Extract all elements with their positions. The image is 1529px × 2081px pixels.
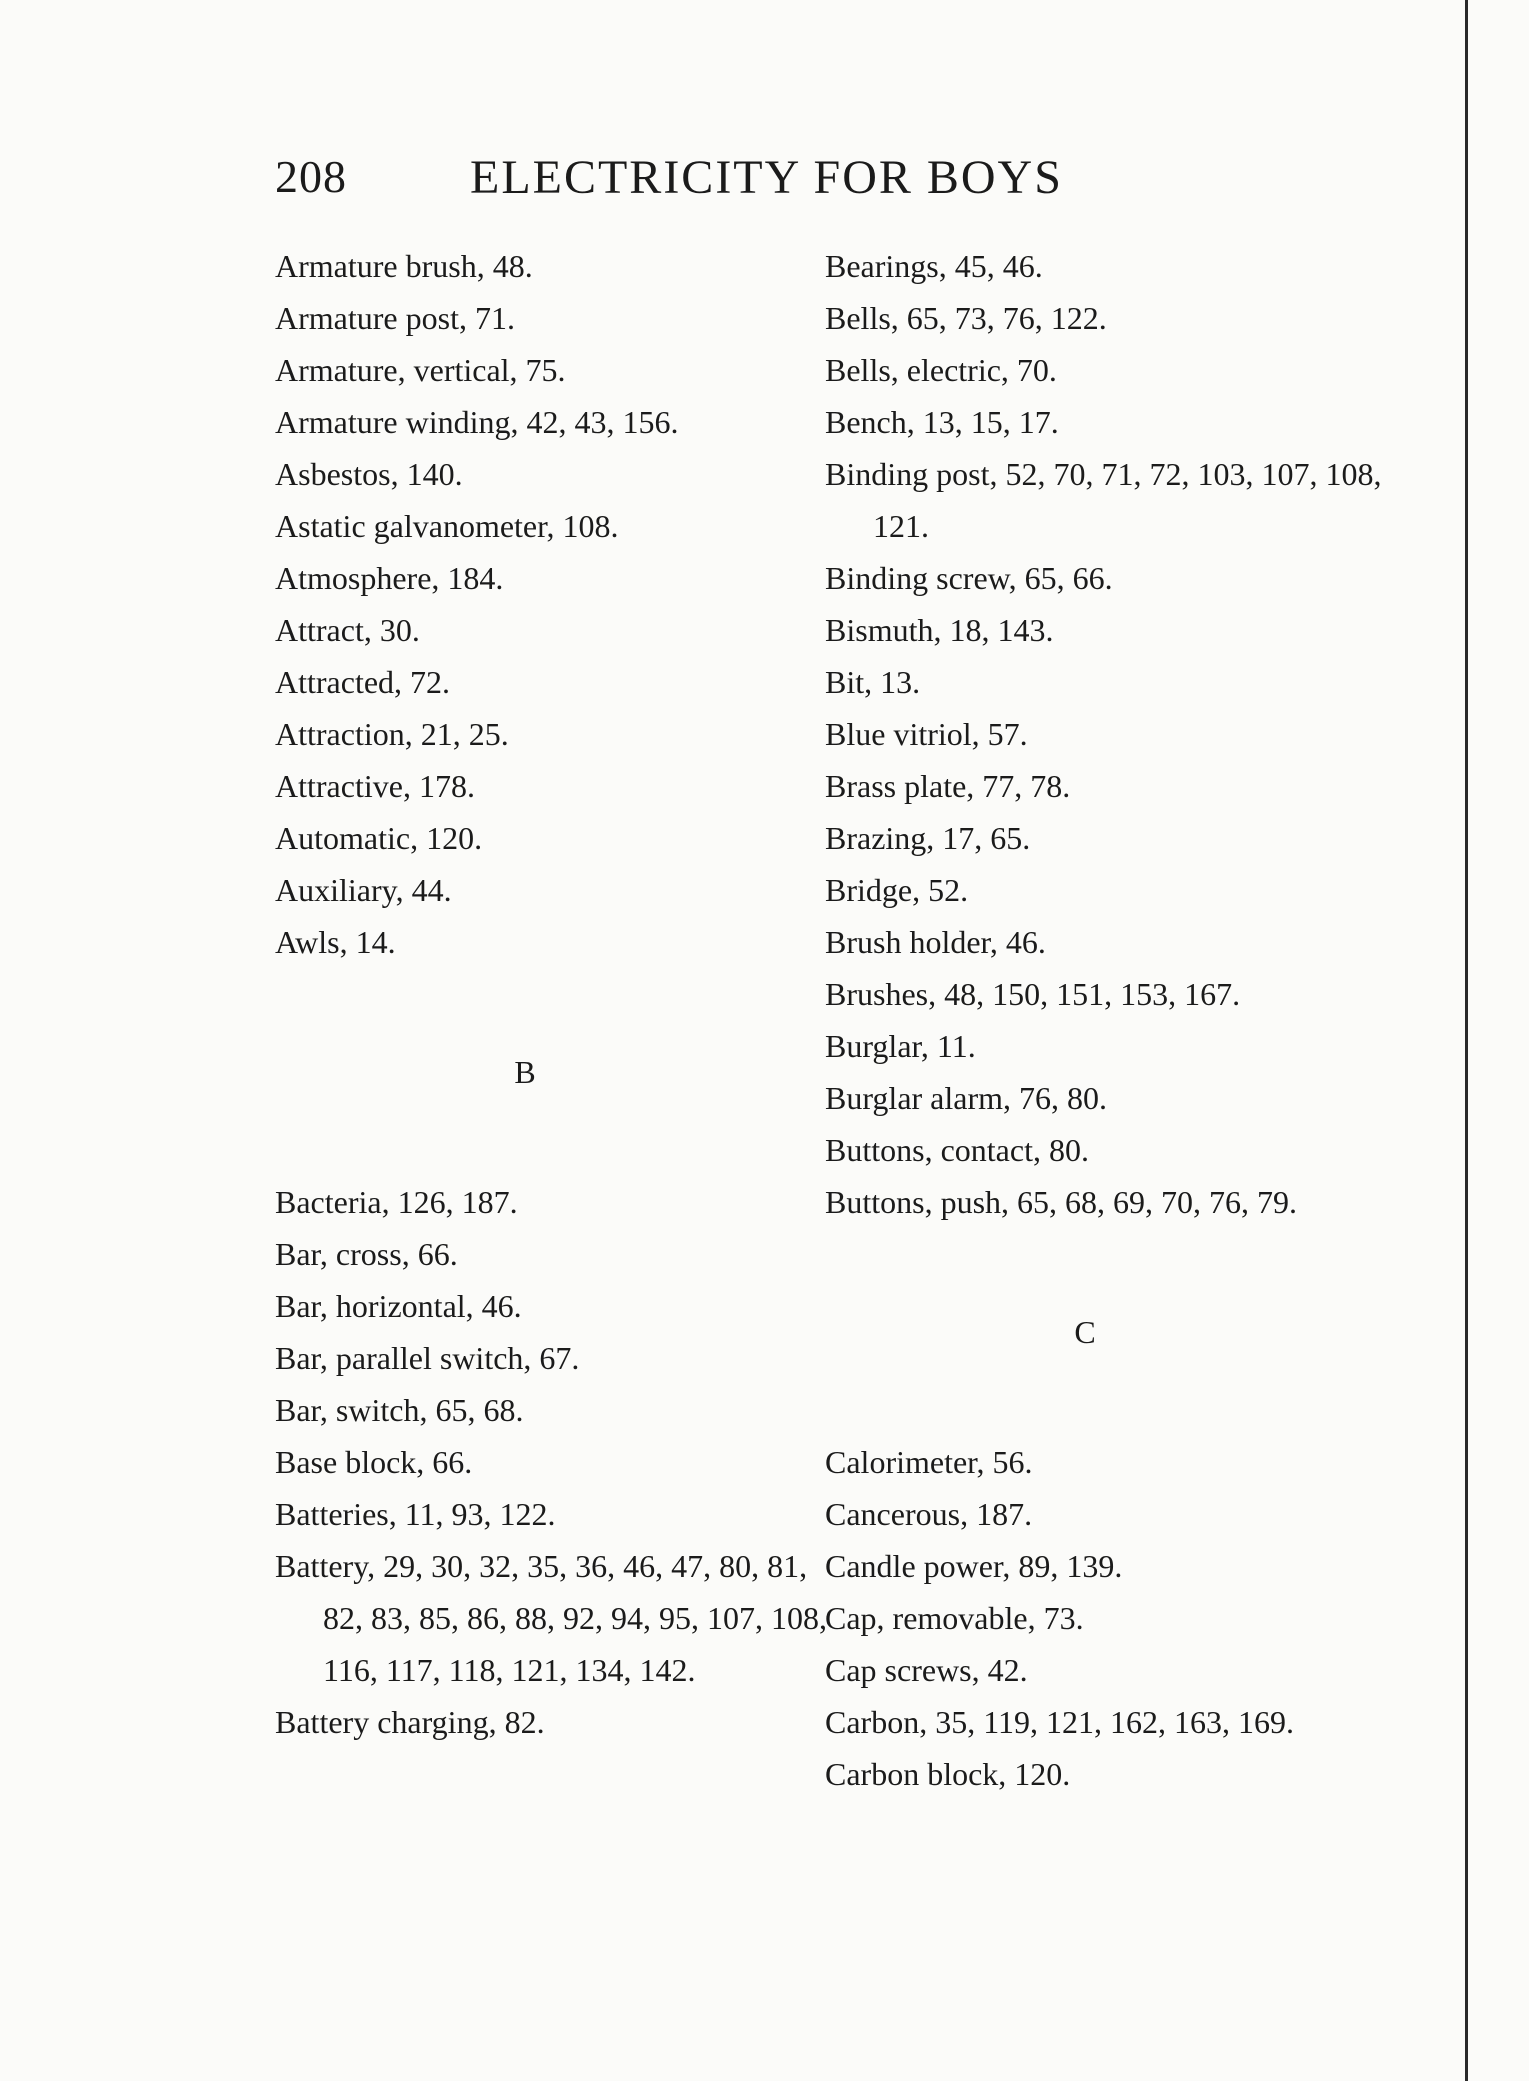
index-entry: Armature brush, 48. xyxy=(275,248,533,284)
index-entry: Brushes, 48, 150, 151, 153, 167. xyxy=(825,976,1241,1012)
index-entry: Cancerous, 187. xyxy=(825,1496,1033,1532)
index-entry: Asbestos, 140. xyxy=(275,456,463,492)
index-entry: Bit, 13. xyxy=(825,664,921,700)
index-entry: Carbon block, 120. xyxy=(825,1756,1071,1792)
section-heading-c: C xyxy=(1074,1314,1096,1350)
index-entry: Armature, vertical, 75. xyxy=(275,352,566,388)
index-entry: Attraction, 21, 25. xyxy=(275,716,509,752)
index-entry: Bismuth, 18, 143. xyxy=(825,612,1054,648)
index-entry: Bells, electric, 70. xyxy=(825,352,1057,388)
page-number: 208 xyxy=(275,151,347,202)
index-entry: Burglar alarm, 76, 80. xyxy=(825,1080,1108,1116)
index-entry: Buttons, contact, 80. xyxy=(825,1132,1089,1168)
page-header xyxy=(275,150,1175,220)
index-entry: Blue vitriol, 57. xyxy=(825,716,1028,752)
index-entry: Cap screws, 42. xyxy=(825,1652,1028,1688)
index-entry: Attract, 30. xyxy=(275,612,420,648)
index-entry: Brass plate, 77, 78. xyxy=(825,768,1071,804)
index-entry: Buttons, push, 65, 68, 69, 70, 76, 79. xyxy=(825,1184,1298,1220)
index-entry: Bar, parallel switch, 67. xyxy=(275,1340,580,1376)
index-entry: Bacteria, 126, 187. xyxy=(275,1184,518,1220)
index-entry: Bench, 13, 15, 17. xyxy=(825,404,1059,440)
index-entry: Attractive, 178. xyxy=(275,768,475,804)
index-entry: Batteries, 11, 93, 122. xyxy=(275,1496,556,1532)
index-entry: Bar, horizontal, 46. xyxy=(275,1288,522,1324)
index-entry: Burglar, 11. xyxy=(825,1028,976,1064)
index-entry: Base block, 66. xyxy=(275,1444,473,1480)
index-entry: Brazing, 17, 65. xyxy=(825,820,1031,856)
index-entry: Bearings, 45, 46. xyxy=(825,248,1043,284)
index-entry: Attracted, 72. xyxy=(275,664,451,700)
index-entry: Bar, switch, 65, 68. xyxy=(275,1392,524,1428)
page-edge-line xyxy=(1465,0,1468,2081)
index-entry: Armature winding, 42, 43, 156. xyxy=(275,404,679,440)
index-column-right xyxy=(825,240,1385,1800)
index-entry: Automatic, 120. xyxy=(275,820,483,856)
index-entry: Atmosphere, 184. xyxy=(275,560,504,596)
index-entry: Battery, 29, 30, 32, 35, 36, 46, 47, 80, 81, 82, 83, 85, 86, 88, 92, 94, 95, 107, 108, 116, 117, 118, 121, 134, 142. xyxy=(275,1548,827,1688)
index-entry: Binding screw, 65, 66. xyxy=(825,560,1113,596)
index-entry: Auxiliary, 44. xyxy=(275,872,452,908)
index-entry: Bar, cross, 66. xyxy=(275,1236,458,1272)
section-heading-b: B xyxy=(514,1054,536,1090)
running-title: ELECTRICITY FOR BOYS xyxy=(470,151,1063,204)
index-entry: Astatic galvanometer, 108. xyxy=(275,508,619,544)
index-entry: Battery charging, 82. xyxy=(275,1704,545,1740)
index-entry: Bridge, 52. xyxy=(825,872,969,908)
index-entry: Armature post, 71. xyxy=(275,300,515,336)
index-entry: Candle power, 89, 139. xyxy=(825,1548,1123,1584)
index-entry: Bells, 65, 73, 76, 122. xyxy=(825,300,1107,336)
index-entry: Binding post, 52, 70, 71, 72, 103, 107, 108, 121. xyxy=(825,456,1382,544)
index-entry: Awls, 14. xyxy=(275,924,396,960)
index-entry: Brush holder, 46. xyxy=(825,924,1046,960)
index-column-left xyxy=(275,240,835,1748)
index-entry: Cap, removable, 73. xyxy=(825,1600,1084,1636)
index-entry: Calorimeter, 56. xyxy=(825,1444,1033,1480)
index-entry: Carbon, 35, 119, 121, 162, 163, 169. xyxy=(825,1704,1295,1740)
